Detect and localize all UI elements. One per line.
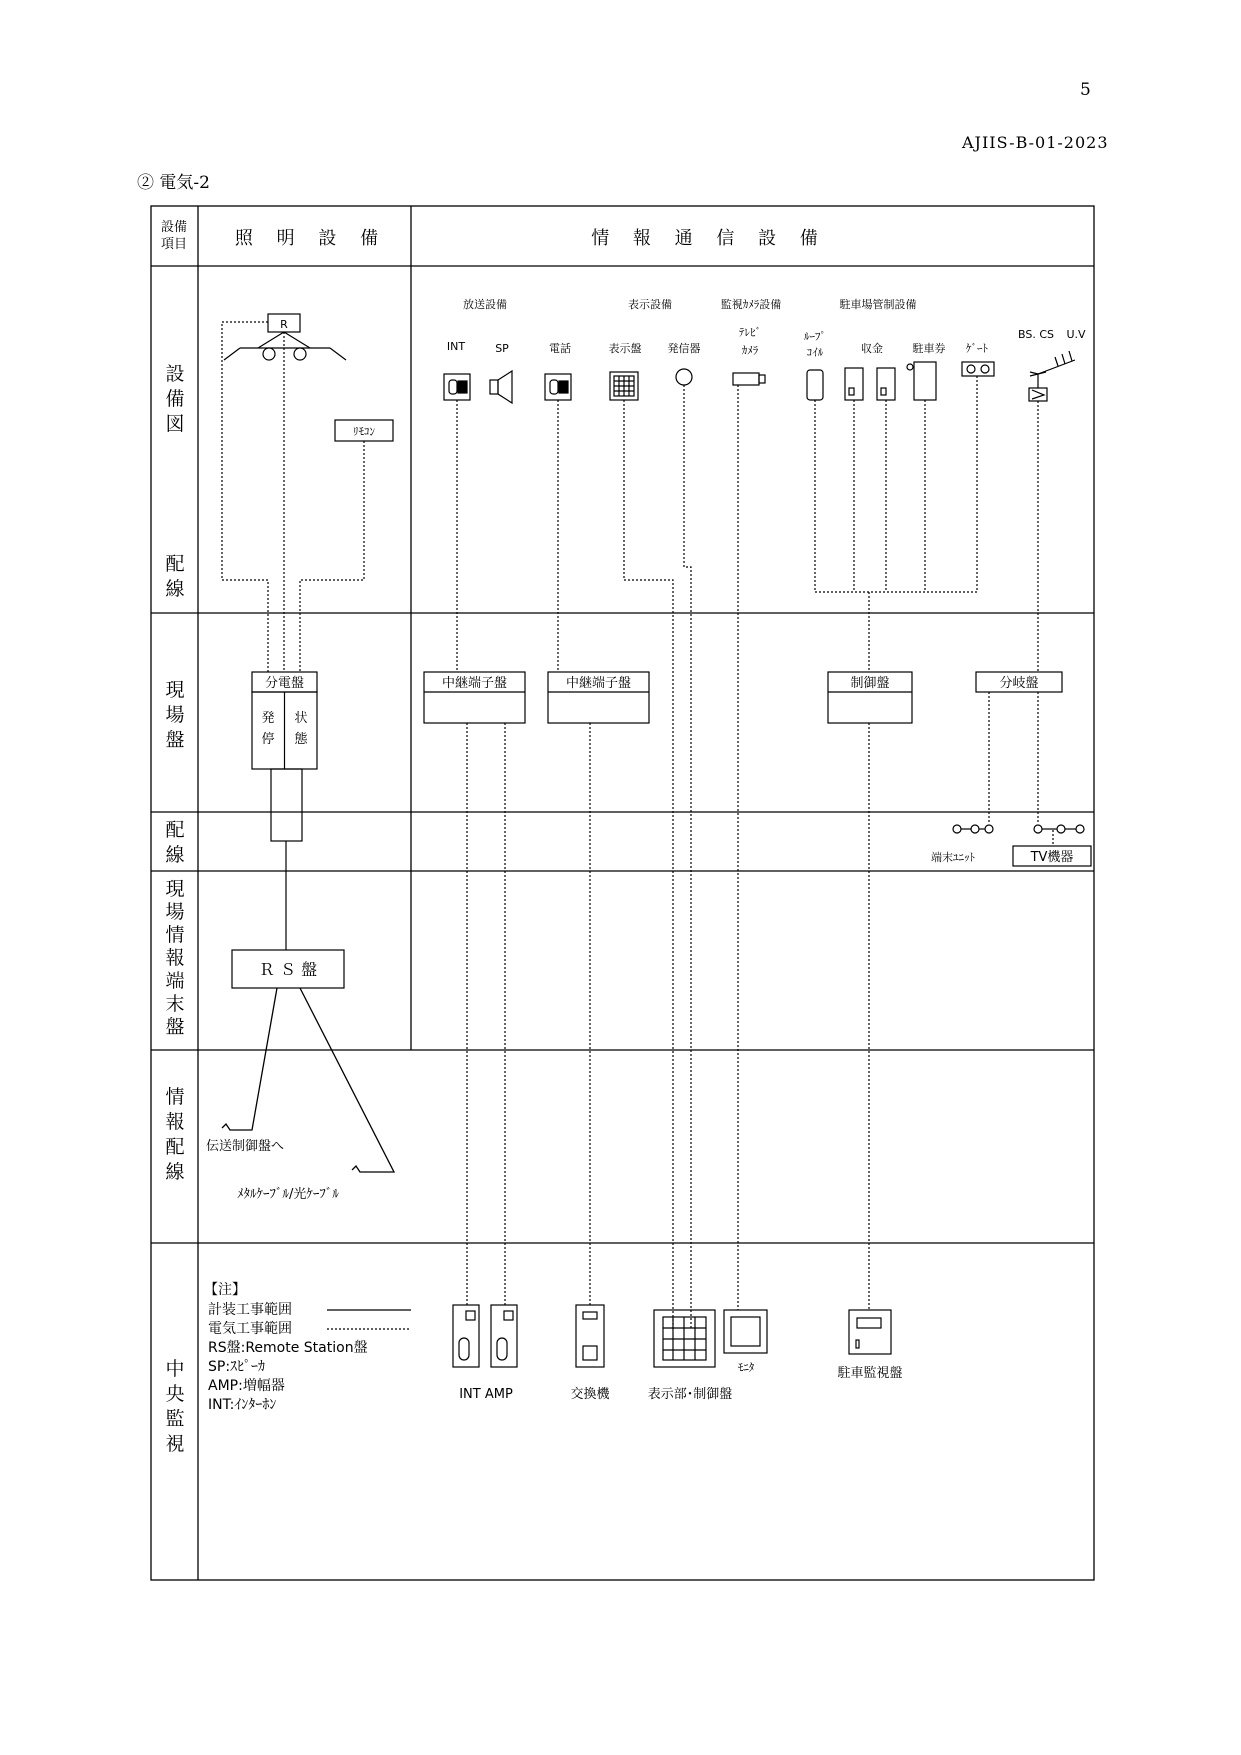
terminal-unit-symbols — [953, 825, 1084, 833]
device-tv-camera-label-2: ｶﾒﾗ — [741, 344, 759, 357]
row-label-diagram-1: 設 — [165, 363, 185, 385]
legend-title: 【注】 — [204, 1282, 246, 1298]
row-label-terminal-1: 現 — [165, 878, 185, 900]
loop-coil-icon — [807, 370, 823, 400]
device-ticket-label: 駐車券 — [912, 342, 946, 355]
row-label-field-panel-1: 現 — [165, 679, 185, 701]
device-loop-coil-label-1: ﾙｰﾌﾟ — [804, 330, 826, 343]
device-bs-cs-label: BS. CS — [1018, 328, 1054, 341]
row-label-wiring-top-1: 配 — [165, 553, 185, 575]
row-label-info-wiring-4: 線 — [165, 1161, 185, 1183]
relay-panel-2-label: 中継端子盤 — [565, 676, 632, 691]
corner-header-line1: 設備 — [160, 220, 188, 235]
central-parking-label: 駐車監視盤 — [837, 1366, 903, 1381]
row-label-central-4: 視 — [165, 1433, 185, 1455]
group-camera-label: 監視ｶﾒﾗ設備 — [720, 298, 782, 311]
telephone-icon — [545, 374, 571, 400]
row-label-wiring-mid-1: 配 — [165, 819, 185, 841]
relay-panel-1-label: 中継端子盤 — [441, 676, 508, 691]
central-int-amp-label: INT AMP — [459, 1387, 513, 1402]
row-label-info-wiring-1: 情 — [165, 1086, 185, 1108]
row-label-central-2: 央 — [165, 1383, 185, 1405]
central-display-control-label: 表示部･制御盤 — [647, 1387, 733, 1402]
legend — [204, 1282, 411, 1413]
group-parking-label: 駐車場管制設備 — [839, 298, 917, 311]
speaker-icon — [490, 371, 512, 403]
monitor-icon — [724, 1310, 767, 1353]
row-label-terminal-4: 報 — [165, 947, 185, 969]
device-loop-coil-label-2: ｺｲﾙ — [806, 346, 824, 359]
legend-amp-definition: AMP:増幅器 — [208, 1378, 285, 1394]
row-label-field-panel-3: 盤 — [165, 729, 185, 751]
row-label-terminal-7: 盤 — [165, 1016, 185, 1038]
device-fee-label: 収金 — [861, 342, 883, 355]
transmitter-icon — [676, 369, 692, 385]
row-label-wiring-top-2: 線 — [165, 578, 185, 600]
row-label-info-wiring-2: 報 — [165, 1111, 185, 1133]
light-fixture-label: R — [280, 318, 288, 331]
cable-type-label: ﾒﾀﾙｹｰﾌﾞﾙ/光ｹｰﾌﾞﾙ — [237, 1187, 339, 1202]
gate-icon — [962, 362, 994, 376]
terminal-unit-label: 端末ﾕﾆｯﾄ — [931, 851, 975, 864]
control-panel-label: 制御盤 — [850, 676, 890, 691]
row-label-field-panel-2: 場 — [165, 704, 185, 726]
legend-int-definition: INT:ｲﾝﾀｰﾎﾝ — [208, 1397, 277, 1413]
branch-panel-label: 分岐盤 — [999, 676, 1039, 691]
legend-electric-scope: 電気工事範囲 — [208, 1321, 292, 1337]
row-label-terminal-5: 端 — [165, 970, 185, 992]
remote-control-label: ﾘﾓｺﾝ — [353, 425, 375, 438]
exchange-unit-icon — [576, 1305, 604, 1367]
page-number: 5 — [1080, 80, 1091, 100]
distribution-panel-label: 分電盤 — [264, 676, 305, 691]
device-phone-label: 電話 — [549, 342, 571, 355]
row-label-central-1: 中 — [165, 1358, 185, 1380]
fee-collector-icon — [845, 368, 895, 400]
table-grid — [151, 206, 1094, 1580]
row-label-diagram-2: 備 — [165, 388, 185, 410]
row-label-central-3: 監 — [165, 1408, 185, 1430]
legend-rs-definition: RS盤:Remote Station盤 — [208, 1340, 368, 1356]
device-tv-camera-label-1: ﾃﾚﾋﾞ — [739, 326, 761, 339]
corner-header-line2: 項目 — [160, 237, 188, 252]
tv-equipment-label: TV機器 — [1030, 850, 1074, 865]
ticket-machine-icon — [907, 362, 936, 400]
int-amp-unit-icon — [453, 1305, 517, 1367]
central-exchange-label: 交換機 — [570, 1387, 610, 1402]
legend-sp-definition: SP:ｽﾋﾟｰｶ — [208, 1359, 266, 1375]
legend-instrument-scope: 計装工事範囲 — [208, 1302, 292, 1318]
device-display-board-label: 表示盤 — [608, 342, 642, 355]
central-monitor-label: ﾓﾆﾀ — [737, 1361, 755, 1374]
row-label-terminal-6: 末 — [165, 993, 185, 1015]
intercom-device-icon — [444, 374, 470, 400]
start-stop-label-2: 停 — [261, 732, 275, 747]
status-label-2: 態 — [294, 732, 308, 747]
tv-camera-icon — [733, 373, 765, 385]
column-header-lighting: 照 明 設 備 — [234, 228, 388, 249]
row-label-terminal-3: 情 — [165, 924, 185, 946]
section-heading: ② 電気-2 — [137, 173, 210, 193]
column-header-info-comm: 情 報 通 信 設 備 — [591, 228, 827, 249]
row-label-diagram-3: 図 — [165, 413, 185, 435]
distribution-panel-body — [252, 692, 317, 950]
device-uv-label: U.V — [1066, 328, 1086, 341]
lighting-electric-wiring — [222, 322, 364, 672]
device-sp-label: SP — [495, 342, 509, 355]
display-control-panel-icon — [654, 1310, 715, 1367]
row-label-terminal-2: 場 — [165, 901, 185, 923]
row-label-wiring-mid-2: 線 — [165, 844, 185, 866]
display-board-icon — [610, 372, 638, 400]
device-transmitter-label: 発信器 — [667, 342, 701, 355]
device-gate-label: ｹﾞｰﾄ — [966, 342, 988, 355]
antenna-icon — [1029, 351, 1075, 401]
document-code: AJIIS-B-01-2023 — [962, 133, 1109, 152]
start-stop-label-1: 発 — [261, 711, 275, 726]
to-transmission-panel-label: 伝送制御盤へ — [206, 1139, 285, 1154]
group-broadcast-label: 放送設備 — [463, 298, 507, 311]
status-label-1: 状 — [294, 711, 308, 726]
parking-monitor-panel-icon — [849, 1310, 891, 1354]
device-int-label: INT — [446, 340, 466, 353]
rs-panel-label: Ｒ Ｓ 盤 — [258, 960, 318, 979]
group-display-label: 表示設備 — [628, 298, 672, 311]
row-label-info-wiring-3: 配 — [165, 1136, 185, 1158]
